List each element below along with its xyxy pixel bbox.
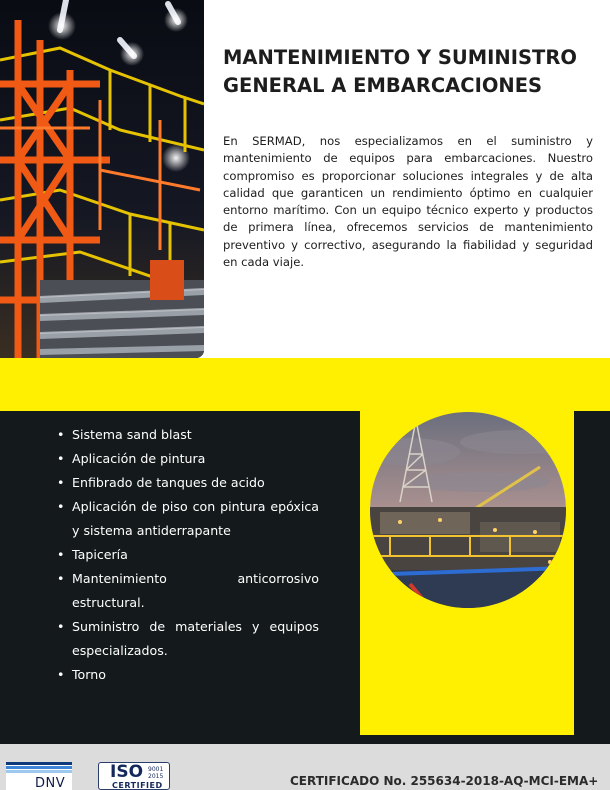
intro-paragraph: En SERMAD, nos especializamos en el suministro y mantenimiento de equipos para embarcaciones. Nuestro compromiso es proporcionar soluciones integrales y de alta calidad que garanticen un rendimiento óptimo en cualquier entorno marítimo. Con un equipo técnico experto y productos de primera línea, ofrecemos servicios de mantenimiento preventivo y correctivo, asegurando la fiabilidad y seguridad en cada viaje. [223,134,593,270]
drilling-platform-photo [370,412,566,608]
bullet-icon: • [57,451,65,466]
title-line-1: MANTENIMIENTO Y SUMINISTRO [223,46,577,69]
bullet-icon: • [57,475,65,490]
iso-text: ISO [110,762,144,782]
page-title [223,44,593,100]
service-label: Enfibrado de tanques de acido [72,475,265,490]
list-item [54,495,319,543]
yellow-band [0,358,610,411]
list-item [54,543,319,567]
dnv-logo [6,762,72,790]
bullet-icon: • [57,571,65,586]
list-item [54,423,319,447]
title-line-2: GENERAL A EMBARCACIONES [223,74,543,97]
service-label: Suministro de materiales y equipos especializados. [72,619,319,658]
iso-year: 2015 [148,773,164,780]
list-item [54,447,319,471]
bullet-icon: • [57,667,65,682]
offshore-platform-photo [0,0,204,358]
iso-standard: 9001 [148,766,164,773]
service-label: Aplicación de piso con pintura epóxica y sistema antiderrapante [72,499,319,538]
bullet-icon: • [57,547,65,562]
iso-certified-text: CERTIFIED [112,781,163,790]
dnv-text: DNV [35,776,66,790]
service-label: Torno [72,667,106,682]
certificate-number: CERTIFICADO No. 255634-2018-AQ-MCI-EMA+ [290,774,599,788]
service-label: Mantenimiento anticorrosivo estructural. [72,571,319,610]
bullet-icon: • [57,427,65,442]
iso-certified-badge [98,762,170,790]
service-label: Sistema sand blast [72,427,192,442]
services-list [54,423,319,687]
bullet-icon: • [57,499,65,514]
bullet-icon: • [57,619,65,634]
list-item [54,663,319,687]
service-label: Tapicería [72,547,128,562]
list-item [54,471,319,495]
list-item [54,567,319,615]
list-item [54,615,319,663]
service-label: Aplicación de pintura [72,451,206,466]
